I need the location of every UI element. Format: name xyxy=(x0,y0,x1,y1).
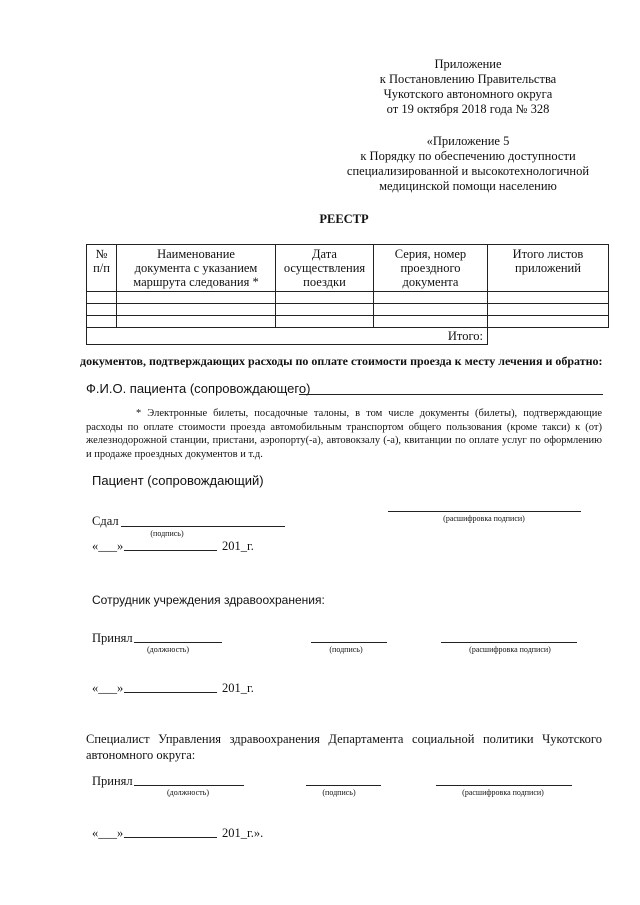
date-prefix: «___» xyxy=(92,681,124,695)
patient-signature-line[interactable] xyxy=(121,526,285,527)
appendix-line: специализированной и высокотехнологичной xyxy=(346,164,590,178)
col-header-document-name: Наименование документа с указанием маршрута следования * xyxy=(117,245,276,292)
registry-table xyxy=(86,244,609,345)
date-suffix: 201_г. xyxy=(222,681,254,695)
decoding-caption: (расшифровка подписи) xyxy=(462,788,544,797)
patient-decoding-line[interactable] xyxy=(388,511,581,512)
appendix-line: к Порядку по обеспечению доступности xyxy=(360,149,576,163)
accepted-label: Принял xyxy=(92,774,133,788)
document-title: РЕЕСТР xyxy=(319,212,369,226)
accepted-label: Принял xyxy=(92,631,133,645)
table-header-row xyxy=(87,245,609,292)
date-suffix: 201_г. xyxy=(222,539,254,553)
patient-fio-label: Ф.И.О. пациента (сопровождающего) xyxy=(86,381,311,396)
appendix-line: медицинской помощи населению xyxy=(379,179,557,193)
patient-section-title: Пациент (сопровождающий) xyxy=(92,473,264,488)
date-prefix: «___» xyxy=(92,826,124,840)
specialist-date-line[interactable] xyxy=(124,837,217,838)
col-header-series-number: Серия, номер проездного документа xyxy=(374,245,488,292)
specialist-decoding-line[interactable] xyxy=(436,785,572,786)
header-line: к Постановлению Правительства xyxy=(379,72,557,86)
col-header-total-sheets: Итого листов приложений xyxy=(488,245,609,292)
signature-caption: (подпись) xyxy=(322,788,356,797)
employee-signature-line[interactable] xyxy=(311,642,387,643)
specialist-signature-line[interactable] xyxy=(306,785,381,786)
header-line: Чукотского автономного округа xyxy=(383,87,553,101)
appendix-line: «Приложение 5 xyxy=(426,134,510,148)
table-row xyxy=(87,316,609,328)
position-caption: (должность) xyxy=(167,788,209,797)
specialist-section-title: Специалист Управления здравоохранения Департамента социальной политики Чукотского автономного округа: xyxy=(86,732,602,762)
specialist-position-line[interactable] xyxy=(134,785,244,786)
registry-subtitle: документов, подтверждающих расходы по оплате стоимости проезда к месту лечения и обратно: xyxy=(80,354,603,368)
position-caption: (должность) xyxy=(147,645,189,654)
decoding-caption: (расшифровка подписи) xyxy=(469,645,551,654)
employee-section-title: Сотрудник учреждения здравоохранения: xyxy=(92,593,325,607)
patient-fio-line[interactable] xyxy=(299,394,603,395)
col-header-trip-date: Дата осуществления поездки xyxy=(276,245,374,292)
table-total-row xyxy=(87,328,609,345)
handed-label: Сдал xyxy=(92,514,119,528)
signature-caption: (подпись) xyxy=(150,529,184,538)
total-label: Итого: xyxy=(87,328,488,345)
employee-date-line[interactable] xyxy=(124,692,217,693)
date-prefix: «___» xyxy=(92,539,124,553)
employee-decoding-line[interactable] xyxy=(441,642,577,643)
col-header-number: № п/п xyxy=(87,245,117,292)
header-line: от 19 октября 2018 года № 328 xyxy=(386,102,550,116)
signature-caption: (подпись) xyxy=(329,645,363,654)
decoding-caption: (расшифровка подписи) xyxy=(443,514,525,523)
header-line: Приложение xyxy=(434,57,502,71)
date-suffix: 201_г.». xyxy=(222,826,264,840)
footnote: * Электронные билеты, посадочные талоны, в том числе документы (билеты), подтверждающие расходы по оплате стоимости проезда автомобильным транспортом общего пользования (кроме такси) к (от) железнодорожной станции, пристани, аэропорту(-а), автовокзалу (-а), квитанции по оплате услуг по оформлению и продаже проездных документов и т.д. xyxy=(86,408,602,460)
table-row xyxy=(87,304,609,316)
employee-position-line[interactable] xyxy=(134,642,222,643)
table-row xyxy=(87,292,609,304)
patient-date-line[interactable] xyxy=(124,550,217,551)
